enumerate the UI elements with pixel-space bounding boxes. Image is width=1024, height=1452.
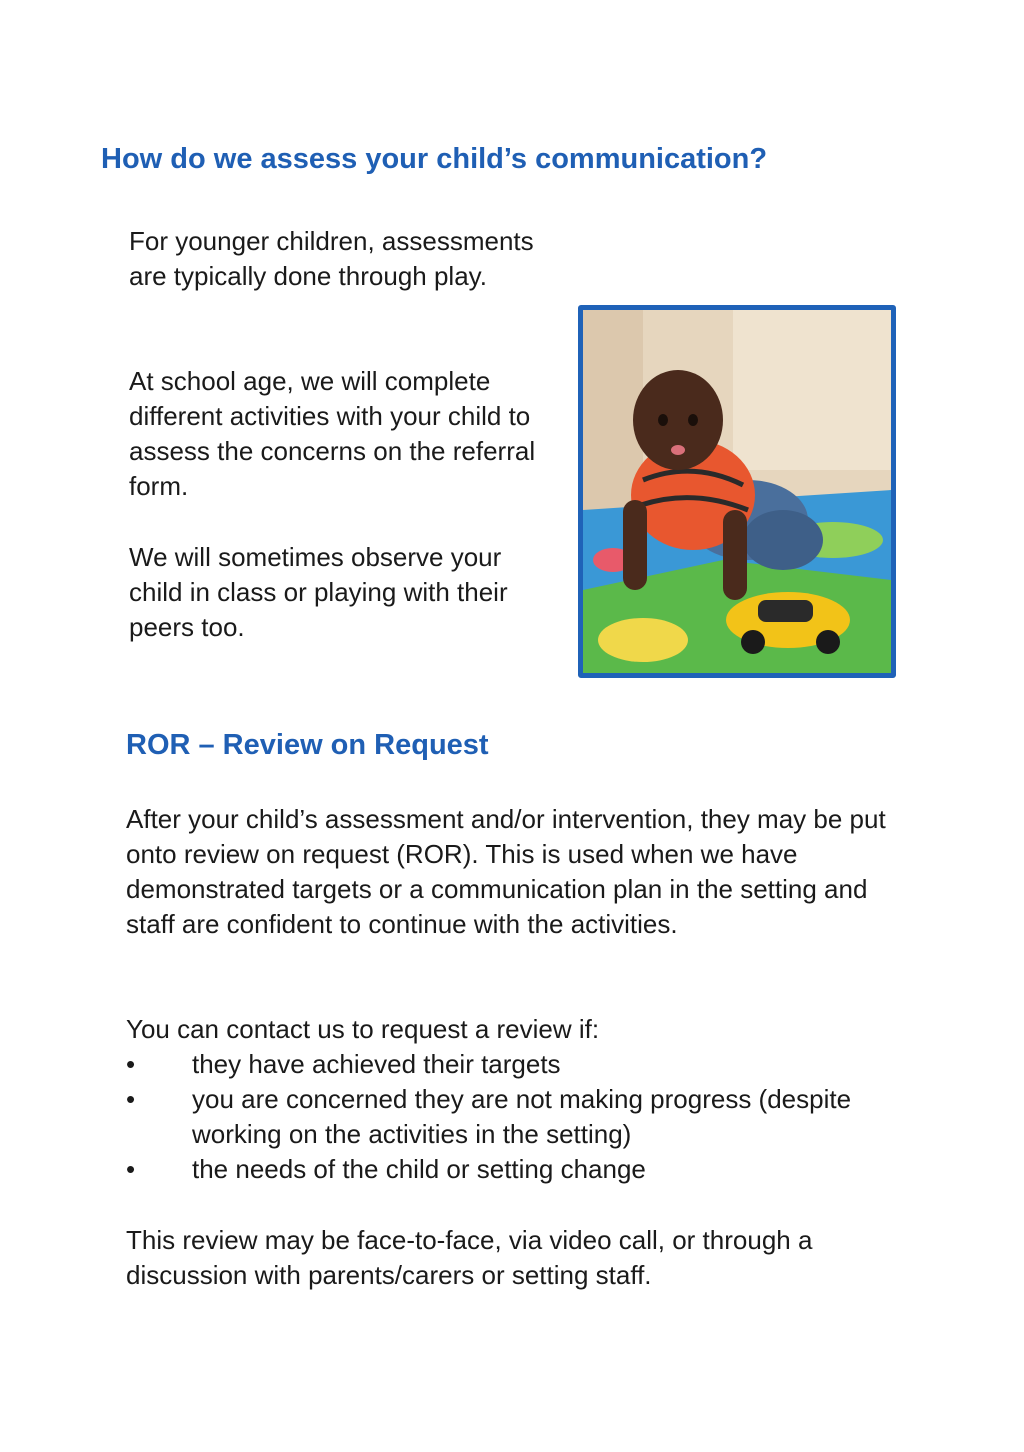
bullet-icon: •: [126, 1154, 136, 1184]
child-playing-photo: [578, 305, 896, 678]
section-title-assessment: How do we assess your child’s communication?: [101, 143, 768, 175]
review-reasons-list: [126, 1047, 916, 1187]
list-item: [126, 1047, 916, 1082]
bullet-icon: •: [126, 1084, 136, 1114]
paragraph-ror-intro: After your child’s assessment and/or intervention, they may be put onto review on request (ROR). This is used when we have demonstrated targets or a communication plan in the setting and staff are confident to continue with the activities.: [126, 804, 886, 939]
section-title-ror: ROR – Review on Request: [126, 729, 489, 761]
paragraph-observe: We will sometimes observe your child in class or playing with their peers too.: [129, 542, 508, 642]
paragraph-younger-children: For younger children, assessments are typically done through play.: [129, 226, 534, 291]
list-item: [126, 1082, 916, 1152]
list-item: [126, 1152, 916, 1187]
paragraph-closing: This review may be face-to-face, via video call, or through a discussion with parents/carers or setting staff.: [126, 1225, 813, 1290]
list-item-text: the needs of the child or setting change: [192, 1154, 646, 1184]
list-item-text: they have achieved their targets: [192, 1049, 561, 1079]
paragraph-list-intro: You can contact us to request a review if:: [126, 1014, 600, 1044]
bullet-icon: •: [126, 1049, 136, 1079]
list-item-text: you are concerned they are not making progress (despite working on the activities in the setting): [192, 1084, 852, 1149]
paragraph-school-age: At school age, we will complete different activities with your child to assess the concerns on the referral form.: [129, 366, 536, 501]
